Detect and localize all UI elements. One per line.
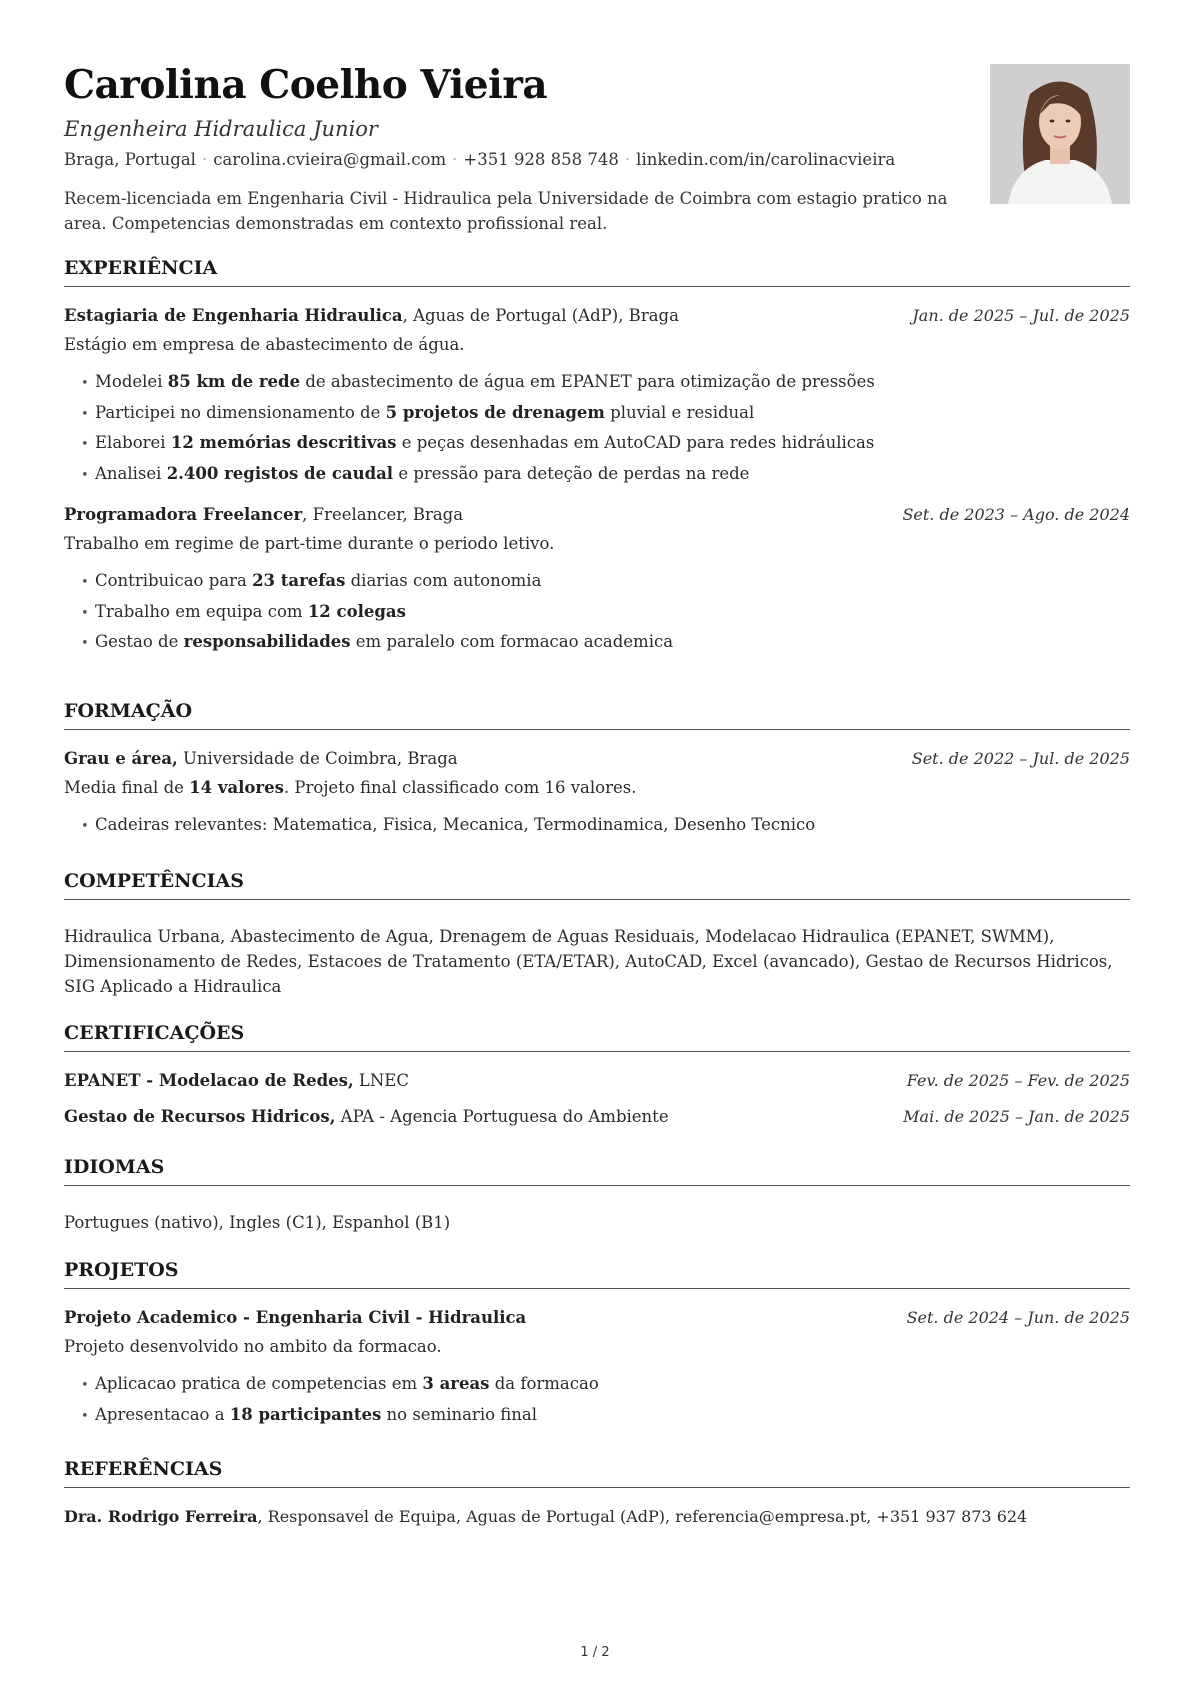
profile-photo	[990, 64, 1130, 204]
section-title: COMPETÊNCIAS	[64, 870, 1130, 900]
role: Estagiaria de Engenharia Hidraulica	[64, 306, 403, 325]
separator: ·	[452, 150, 458, 169]
bullet: • Apresentacao a 18 participantes no seminario final	[81, 1401, 1130, 1432]
contact-line	[64, 150, 895, 169]
reference-details: , Responsavel de Equipa, Aguas de Portugal (AdP), referencia@empresa.pt, +351 937 873 624	[257, 1507, 1028, 1526]
projects-section	[64, 1259, 1130, 1431]
project-name: Projeto Academico - Engenharia Civil - Hidraulica	[64, 1308, 527, 1327]
certifications-section	[64, 1022, 1130, 1128]
languages-section	[64, 1156, 1130, 1235]
page-number: 1 / 2	[580, 1645, 610, 1660]
bullet: • Contribuicao para 23 tarefas diarias com autonomia	[81, 567, 1130, 598]
role: Programadora Freelancer	[64, 505, 303, 524]
experience-item	[64, 504, 1130, 659]
bullet-list	[64, 567, 1130, 659]
languages-text: Portugues (nativo), Ingles (C1), Espanhol (B1)	[64, 1213, 451, 1232]
certification-item	[64, 1070, 1130, 1092]
description: Projeto desenvolvido no ambito da formacao.	[64, 1337, 442, 1356]
date-range: Set. de 2024 – Jun. de 2025	[906, 1308, 1130, 1327]
organization: , Aguas de Portugal (AdP), Braga	[402, 306, 679, 325]
experience-section	[64, 257, 1130, 659]
skills-section	[64, 870, 1130, 999]
date-range: Mai. de 2025 – Jan. de 2025	[903, 1107, 1130, 1126]
bullet: • Cadeiras relevantes: Matematica, Fisica, Mecanica, Termodinamica, Desenho Tecnico	[81, 811, 1130, 842]
portrait-icon	[990, 64, 1130, 204]
section-title: IDIOMAS	[64, 1156, 1130, 1186]
bullet-list	[64, 1370, 1130, 1431]
cert-name: EPANET - Modelacao de Redes,	[64, 1071, 354, 1090]
experience-item	[64, 305, 1130, 490]
description: Estágio em empresa de abastecimento de água.	[64, 335, 465, 354]
section-title: EXPERIÊNCIA	[64, 257, 1130, 287]
linkedin-link[interactable]: linkedin.com/in/carolinacvieira	[636, 150, 896, 169]
bullet: • Trabalho em equipa com 12 colegas	[81, 598, 1130, 629]
education-section	[64, 700, 1130, 842]
phone: +351 928 858 748	[463, 150, 619, 169]
cert-issuer: LNEC	[353, 1071, 409, 1090]
date-range: Fev. de 2025 – Fev. de 2025	[906, 1071, 1130, 1090]
skills-text: Hidraulica Urbana, Abastecimento de Agua, Drenagem de Aguas Residuais, Modelacao Hidraulica (EPANET, SWMM), Dimensionamento de Redes, Estacoes de Tratamento (ETA/ETAR), AutoCAD, Excel (avancado), Gestao de Recursos Hidricos, SIG Aplicado a Hidraulica	[64, 927, 1113, 996]
project-item	[64, 1307, 1130, 1431]
location: Braga, Portugal	[64, 150, 196, 169]
summary: Recem-licenciada em Engenharia Civil - Hidraulica pela Universidade de Coimbra com estagio pratico na area. Competencias demonstradas em contexto profissional real.	[64, 189, 948, 233]
candidate-name: Carolina Coelho Vieira	[64, 62, 548, 108]
certification-item	[64, 1106, 1130, 1128]
email-link[interactable]: carolina.cvieira@gmail.com	[213, 150, 447, 169]
cert-issuer: APA - Agencia Portuguesa do Ambiente	[335, 1107, 669, 1126]
date-range: Set. de 2023 – Ago. de 2024	[902, 505, 1130, 524]
organization: , Freelancer, Braga	[302, 505, 464, 524]
education-item	[64, 748, 1130, 842]
bullet: • Modelei 85 km de rede de abastecimento de água em EPANET para otimização de pressões	[81, 368, 1130, 399]
degree: Grau e área,	[64, 749, 178, 768]
section-title: CERTIFICAÇÕES	[64, 1022, 1130, 1052]
reference-item	[64, 1506, 1130, 1528]
school: Universidade de Coimbra, Braga	[177, 749, 458, 768]
bullet: • Analisei 2.400 registos de caudal e pressão para deteção de perdas na rede	[81, 460, 1130, 491]
bullet-list	[64, 811, 1130, 842]
references-section	[64, 1458, 1130, 1528]
bullet-list	[64, 368, 1130, 490]
date-range: Jan. de 2025 – Jul. de 2025	[912, 306, 1130, 325]
description: Media final de 14 valores. Projeto final classificado com 16 valores.	[64, 778, 637, 797]
section-title: PROJETOS	[64, 1259, 1130, 1289]
cert-name: Gestao de Recursos Hidricos,	[64, 1107, 336, 1126]
bullet: • Aplicacao pratica de competencias em 3 areas da formacao	[81, 1370, 1130, 1401]
separator: ·	[201, 150, 208, 169]
reference-name: Dra. Rodrigo Ferreira	[64, 1507, 258, 1526]
bullet: • Participei no dimensionamento de 5 projetos de drenagem pluvial e residual	[81, 399, 1130, 430]
description: Trabalho em regime de part-time durante o periodo letivo.	[64, 534, 555, 553]
date-range: Set. de 2022 – Jul. de 2025	[911, 749, 1130, 768]
job-title: Engenheira Hidraulica Junior	[64, 117, 378, 141]
bullet: • Gestao de responsabilidades em paralelo com formacao academica	[81, 628, 1130, 659]
separator: ·	[624, 150, 631, 169]
section-title: FORMAÇÃO	[64, 700, 1130, 730]
bullet: • Elaborei 12 memórias descritivas e peças desenhadas em AutoCAD para redes hidráulicas	[81, 429, 1130, 460]
section-title: REFERÊNCIAS	[64, 1458, 1130, 1488]
